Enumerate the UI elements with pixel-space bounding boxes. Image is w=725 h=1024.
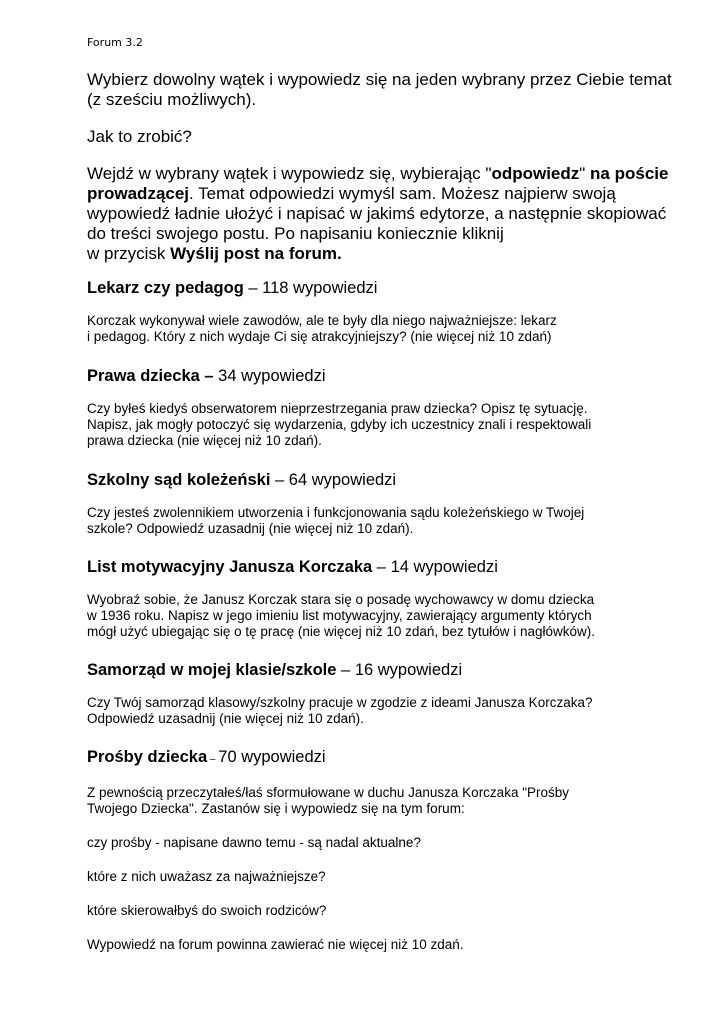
intro-text: w przycisk: [87, 244, 171, 263]
topic-prawa-dziecka: [87, 366, 687, 449]
topic-description: [87, 401, 687, 449]
topic-description: [87, 695, 687, 727]
question-3: które skierowałbyś do swoich rodziców?: [87, 903, 327, 918]
topic-heading: [87, 557, 687, 577]
topic-reply-count: 34 wypowiedzi: [218, 367, 326, 385]
topic-list-motywacyjny: [87, 557, 687, 640]
topic-heading: [87, 660, 687, 680]
question-1: czy prośby - napisane dawno temu - są nadal aktualne?: [87, 835, 421, 850]
topic-separator: –: [372, 558, 391, 576]
topic-separator: –: [270, 471, 289, 489]
topic-title[interactable]: Samorząd w mojej klasie/szkole: [87, 661, 337, 679]
intro-paragraph-1: Wybierz dowolny wątek i wypowiedz się na jeden wybrany przez Ciebie temat (z sześciu możliwych).: [87, 70, 672, 109]
description-line: Czy jesteś zwolennikiem utworzenia i funkcjonowania sądu koleżeńskiego w Twojej: [87, 505, 585, 520]
intro-paragraph-3: [87, 164, 687, 264]
description-line: szkole? Odpowiedź uzasadnij (nie więcej niż 10 zdań).: [87, 521, 414, 536]
topic-szkolny-sad: [87, 470, 687, 537]
topic-heading: [87, 470, 687, 490]
length-note: Wypowiedź na forum powinna zawierać nie więcej niż 10 zdań.: [87, 937, 464, 952]
topic-description: [87, 313, 687, 345]
description-line: w 1936 roku. Napisz w jego imieniu list motywacyjny, zawierający argumenty których: [87, 608, 592, 623]
intro-paragraph-2: Jak to zrobić?: [87, 127, 192, 146]
topic-samorzad: [87, 660, 687, 727]
description-line: Twojego Dziecka". Zastanów się i wypowiedz się na tym forum:: [87, 801, 465, 816]
topic-reply-count: 16 wypowiedzi: [354, 661, 463, 679]
topic-title[interactable]: Prawa dziecka –: [87, 367, 214, 385]
page-header: Forum 3.2: [87, 36, 143, 49]
intro-bold-post: na poście prowadzącej: [87, 164, 669, 203]
topic-title[interactable]: Lekarz czy pedagog: [87, 279, 244, 297]
topic-heading: [87, 366, 687, 386]
topic-separator: –: [207, 754, 219, 765]
description-line: Czy Twój samorząd klasowy/szkolny pracuje w zgodzie z ideami Janusza Korczaka?: [87, 695, 593, 710]
topic-reply-count: 118 wypowiedzi: [262, 279, 378, 297]
question-2: które z nich uważasz za najważniejsze?: [87, 869, 326, 884]
description-line: Odpowiedź uzasadnij (nie więcej niż 10 zdań).: [87, 711, 364, 726]
topic-reply-count: 14 wypowiedzi: [390, 558, 498, 576]
intro-text: Wejdź w wybrany wątek i wypowiedz się, wybierając ": [87, 164, 492, 183]
description-line: Korczak wykonywał wiele zawodów, ale te były dla niego najważniejsze: lekarz: [87, 313, 557, 328]
topic-heading: [87, 747, 687, 770]
intro-text: ": [579, 164, 591, 183]
description-line: Czy byłeś kiedyś obserwatorem nieprzestrzegania praw dziecka? Opisz tę sytuację.: [87, 401, 588, 416]
topic-description: [87, 785, 687, 817]
description-line: mógł użyć ubiegając się o tę pracę (nie więcej niż 10 zdań, bez tytułów i nagłówków).: [87, 624, 596, 639]
description-line: Napisz, jak mogły potoczyć się wydarzenia, gdyby ich uczestnicy znali i respektowali: [87, 417, 592, 432]
topic-reply-count: 70 wypowiedzi: [218, 748, 326, 766]
topic-prosby-dziecka: [87, 747, 687, 953]
topic-title[interactable]: Szkolny sąd koleżeński: [87, 471, 271, 489]
topic-title[interactable]: Prośby dziecka: [87, 748, 208, 766]
topic-reply-count: 64 wypowiedzi: [288, 471, 397, 489]
topic-description: [87, 592, 687, 640]
intro-bold-odpowiedz: odpowiedz: [491, 164, 580, 183]
description-line: prawa dziecka (nie więcej niż 10 zdań).: [87, 433, 322, 448]
topic-lekarz-czy-pedagog: [87, 278, 687, 345]
topic-separator: –: [336, 661, 355, 679]
intro-bold-send: Wyślij post na forum.: [170, 244, 342, 263]
topic-heading: [87, 278, 687, 298]
description-line: i pedagog. Który z nich wydaje Ci się atrakcyjniejszy? (nie więcej niż 10 zdań): [87, 329, 552, 344]
topic-separator: –: [243, 279, 263, 297]
description-line: Z pewnością przeczytałeś/łaś sformułowane w duchu Janusza Korczaka "Prośby: [87, 785, 570, 800]
intro-text: . Temat odpowiedzi wymyśl sam. Możesz najpierw swoją wypowiedź ładnie ułożyć i napisać w jakimś edytorze, a następnie skopiować do treści swojego postu. Po napisaniu koniecznie kliknij: [87, 184, 667, 243]
topic-description: [87, 505, 687, 537]
topic-title[interactable]: List motywacyjny Janusza Korczaka: [87, 558, 373, 576]
description-line: Wyobraź sobie, że Janusz Korczak stara się o posadę wychowawcy w domu dziecka: [87, 592, 595, 607]
instructions: [87, 70, 687, 264]
